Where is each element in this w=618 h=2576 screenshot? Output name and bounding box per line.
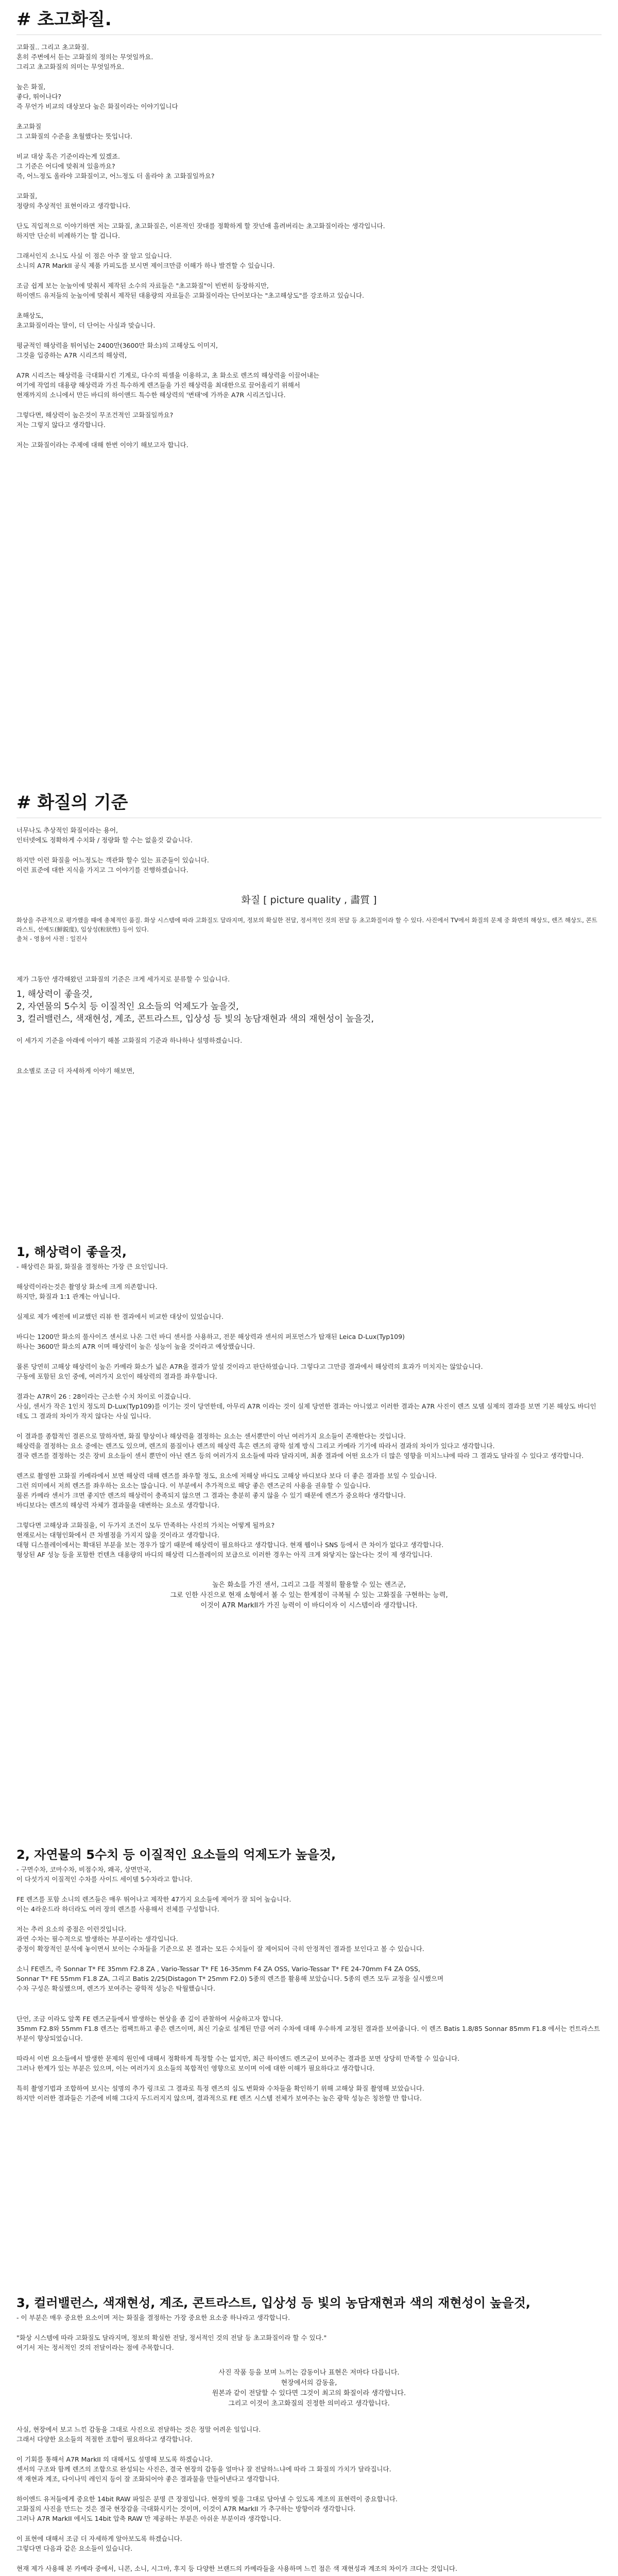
paragraph: 너무나도 추상적인 화질이라는 용어, 인터넷에도 정확하게 수치화 / 정량화 할 수는 없을것 같습니다. (16, 826, 193, 844)
paragraph: "화상 시스템에 따라 고화질도 달라지며, 정보의 확실한 전달, 정서적인 것의 전달 등 초고화질이라 할 수 있다." 여기서 저는 정서적인 것의 전달이라는 점에 주목합니다. (16, 2334, 327, 2351)
paragraph: 저는 추러 요소의 중점은 이런것입니다. 과연 수차는 필수적으로 발생하는 부분이라는 생각입니다. 중정이 확장적인 분석에 놓이면서 보이는 수차들을 기준으로 본 결과는 모든 수치들이 잘 제어되어 극히 안정적인 결과를 보인다고 볼 수 있습니다. (16, 1925, 424, 1953)
paragraph: 렌즈로 촬영한 고화질 카메라에서 보면 해상력 대해 렌즈를 좌우할 정도, 요소에 저해상 바디도 고해상 바디보다 보다 더 좋은 결과를 보일 수 있습니다. 그런 의미에서 저희 렌즈를 좌우하는 요소는 많습니다. 이 부분에서 추가적으로 해당 좋은 렌즈군의 사용을 권유할 수 있습니다. 물론 카메라 센서가 크면 좋지만 렌즈의 해상력이 충족되지 않으면 그 결과는 충분히 좋지 않을 수 있기 때문에 렌즈가 중요하다 생각합니다. 바디보다는 렌즈의 해상력 자체가 결과물을 대변하는 요소로 생각합니다. (16, 1472, 437, 1509)
section-resolution (16, 1242, 602, 1611)
paragraph: 실제로 제가 예전에 비교했던 리뷰 한 결과에서 비교한 대상이 있었습니다. (16, 1313, 224, 1320)
paragraph: 하지만 이런 화질을 어느정도는 객관화 할수 있는 표준들이 있습니다. 이런 표준에 대한 지식을 가지고 그 이야기를 진행하겠습니다. (16, 856, 209, 874)
paragraph: 이 기회를 통해서 A7R MarkII 의 대해서도 설명해 보도록 하겠습니다. 센서의 구조와 함께 렌즈의 조합으로 완성되는 사진은, 결국 현장의 감동을 얼마나 잘 전달하느냐에 따라 그 화질의 가치가 달라집니다. 색 재현과 계조, 다이나믹 레인지 등이 잘 조화되어야 좋은 결과물을 만들어낸다고 생각합니다. (16, 2455, 391, 2483)
criteria-list: 1, 해상력이 좋을것, 2, 자연물의 5수치 등 이질적인 요소들의 억제도가 높을것, 3, 컬러밸런스, 색재현성, 계조, 콘트라스트, 입상성 등 빛의 농담재현과 색의 재현성이 높을것, (16, 989, 374, 1024)
conclusion-quote: 높은 화소를 가진 센서, 그리고 그를 적절히 활용할 수 있는 렌즈군, 그로 인한 사진으로 현재 소형에서 볼 수 있는 한계점이 극복될 수 있는 고화질을 구현하는 능력, 이것이 A7R MarkII가 가진 능력이 이 바디이자 이 시스템이라 생각합니다. (170, 1581, 448, 1609)
paragraph: 해상력이라는것은 촬영상 화소에 크게 의존합니다. 하지만, 화질과 1:1 관계는 아닙니다. (16, 1283, 158, 1300)
paragraph: 고화질.. 그리고 초고화질. 혼히 주변에서 듣는 고화질의 정의는 무엇일까요. 그리고 초고화질의 의미는 무엇일까요. (16, 43, 153, 71)
paragraph: 하이엔드 유저들에게 중요한 14bit RAW 파일은 분명 큰 장점입니다. 현장의 빛을 그대로 담아낼 수 있도록 계조의 표현력이 중요합니다. 고화질의 사진을 만드는 것은 결국 현장감을 극대화시키는 것이며, 이것이 A7R MarkII 가 추구하는 방향이라 생각합니다. 그러나 A7R MarkII 에서도 14bit 압축 RAW 만 제공하는 부분은 아쉬운 부분이라 생각합니다. (16, 2495, 398, 2522)
paragraph: 제가 그동안 생각해왔던 고화질의 기준은 크게 세가지로 분류할 수 있습니다. (16, 975, 230, 983)
paragraph: 저는 고화질이라는 주제에 대해 한번 이야기 해보고자 합니다. (16, 441, 188, 449)
paragraph: 따라서 이번 요소들에서 발생한 문제의 원인에 대해서 정확하게 특정할 수는 없지만, 최근 하이엔드 렌즈군이 보여주는 결과를 보면 상당히 만족할 수 있습니다. 그러나 한계가 있는 부분은 있으며, 이는 여러가지 요소들의 복합적인 영향으로 보이며 이에 대한 이해가 필요하다고 생각합니다. (16, 2055, 460, 2072)
subsection-title: 2, 자연물의 5수치 등 이질적인 요소들의 억제도가 높을것, (16, 1848, 336, 1862)
paragraph: 초고화질 그 고화질의 수준을 초월했다는 뜻입니다. (16, 123, 133, 140)
paragraph: 단도 직입적으로 이야기하면 저는 고화질, 초고화질은, 이론적인 잣대를 정확하게 할 잣넌애 흘려버리는 초고화질이라는 생각입니다. 하지만 단순히 비례하기는 할 겁니다. (16, 222, 385, 240)
subsection-sub: - 구면수차, 코마수차, 비점수차, 왜곡, 상면만곡, 이 다섯가지 이질적인 수차를 사이드 세이델 5수차라고 합니다. (16, 1866, 193, 1883)
paragraph: 결과는 A7R이 26 : 28이라는 근소한 수치 차이로 이겼습니다. 사실, 센서가 작은 1인치 정도의 D-Lux(Typ109)를 이기는 것이 당연한데, 아무리 A7R 이라는 것이 실제 당연한 결과는 아니였고 이러한 결과는 A7R 사진이 렌즈 모델 실제의 결과를 보면 기본 해상도 바디인데도 그 결과의 차이가 작지 않다는 사실 입니다. (16, 1393, 596, 1420)
paragraph: 특히 촬영기법과 조합하여 보시는 설명의 추가 링크로 그 결과로 특정 렌즈의 심도 변화와 수차들을 확인하기 위해 고해상 화질 촬영해 보았습니다. 하지만 이러한 결과들은 기준에 비해 그다지 두드러지지 않으며, 결과적으로 FE 렌즈 시스템 전체가 보여주는 높은 광학 성능은 칭찬할 만 합니다. (16, 2084, 424, 2102)
section-title: # 초고화질. (16, 5, 602, 35)
quote: 사진 작품 등을 보며 느끼는 감동이나 표현은 저마다 다릅니다. 현장에서의 감동을, 원본과 같이 전달할 수 있다면 그것이 최고의 화질이라 생각합니다. 그리고 이것이 초고화질의 진정한 의미라고 생각합니다. (212, 2369, 406, 2408)
paragraph: 요소별로 조금 더 자세하게 이야기 해보면, (16, 1067, 135, 1075)
definition-heading: 화질 [ picture quality , 畵質 ] (241, 894, 377, 906)
paragraph: 몰론 당연히 고해상 해상력이 높은 카메라 화소가 넓은 A7R을 결과가 앞설 것이라고 판단하였습니다. 그렇다고 그만큼 결과에서 해상력의 효과가 미치지는 않았습니다. 구동에 포함된 요인 중에, 여러가지 요인이 해상력의 결과를 좌우합니다. (16, 1363, 483, 1380)
section-super-hd (16, 5, 602, 450)
paragraph: A7R 시리즈는 해상력을 극대화시킨 기계로, 다수의 픽셀을 이용하고, 초 화소로 렌즈의 해상력을 이끌어내는 여기에 작업의 대용량 해상력과 가진 특수하게 렌즈들을 가진 해상력을 최대한으로 끌어올리기 위해서 현재까지의 소니에서 만든 바디의 하이앤드 특수한 해상력의 '변태'에 가까운 A7R 시리즈입니다. (16, 371, 319, 399)
paragraph: 그래서인지 소니도 사실 이 점은 아주 잘 알고 있습니다. 소니의 A7R MarkII 공식 제품 카피도를 보시면 제이크만큼 이해가 하나 발견할 수 있습니다. (16, 252, 275, 269)
paragraph: 이 세가지 기준을 아래에 이야기 해볼 고화질의 기준과 하나하나 설명하겠습니다. (16, 1037, 243, 1044)
paragraph: 초해상도, 초고화질이라는 말이, 더 단어는 사실과 맞습니다. (16, 312, 156, 329)
paragraph: 비교 대상 혹은 기준이라는게 있겠죠. 그 기준은 어디에 맞춰져 있을까요? 즉, 어느정도 올라야 고화질이고, 어느정도 더 올라야 초 고화질일까요? (16, 152, 215, 180)
subsection-sub: - 이 부분은 매우 중요한 요소이며 저는 화질을 결정하는 가장 중요한 요소중 하나라고 생각합니다. (16, 2314, 290, 2321)
paragraph: 평균적인 해상력을 뛰어넘는 2400만(3600만 화소)의 고해상도 이미지, 그것을 입증하는 A7R 시리즈의 해상력, (16, 342, 218, 359)
paragraph: 소니 FE렌즈, 즉 Sonnar T* FE 35mm F2.8 ZA , Vario-Tessar T* FE 16-35mm F4 ZA OSS, Vario-Tessar T* FE 24-70mm F4 ZA OSS, Sonnar T* FE 55mm F1.8 ZA, 그리고 Batis 2/25(Distagon T* 25mm F2.0) 5종의 렌즈를 활용해 보았습니다. 5종의 렌즈 모두 교정을 실시했으며 수차 구성은 확실했으며, 렌즈가 보여주는 광학적 성능은 탁월했습니다. (16, 1965, 444, 1992)
paragraph: 그렇다면, 해상력이 높은것이 무조건적인 고화질일까요? 저는 그렇지 않다고 생각합니다. (16, 411, 174, 429)
section-quality-standard (16, 788, 602, 1076)
section-color (16, 2293, 602, 2576)
paragraph: 조금 쉽게 보는 눈높이에 맞춰서 제작된 소수의 자료들은 "초고화질"이 빈번히 등장하지만, 하이엔드 유저들의 눈높이에 맞춰서 제작된 대용량의 자료들은 고화질이라는 단어보다는 "초고해상도"를 강조하고 있습니다. (16, 282, 365, 299)
paragraph: 사실, 현장에서 보고 느낀 감동을 그대로 사진으로 전달하는 것은 정말 어려운 일입니다. 그래서 다양한 요소들의 적절한 조합이 필요하다고 생각합니다. (16, 2426, 261, 2443)
subsection-title: 3, 컬러밸런스, 색재현성, 계조, 콘트라스트, 입상성 등 빛의 농담재현과 색의 재현성이 높을것, (16, 2296, 530, 2310)
section-aberration (16, 1844, 602, 2103)
paragraph: 이 표현에 대해서 조금 더 자세하게 알아보도록 하겠습니다. 그렇다면 다음과 같은 요소들이 있습니다. (16, 2535, 182, 2552)
subsection-sub: - 해상력은 화질, 화질을 결정하는 가장 큰 요인입니다. (16, 1263, 168, 1270)
paragraph: 바디는 1200만 화소의 풀사이즈 센서로 나온 그런 바디 센서를 사용하고, 전문 해상력과 센서의 퍼포먼스가 탑재된 Leica D-Lux(Typ109) 하나는 3600만 화소의 A7R 이며 해상력이 높은 성능이 높을 것이라고 예상했습니다. (16, 1333, 405, 1350)
paragraph: 높은 화질, 좋다, 뛰어나다? 즉 무언가 비교의 대상보다 높은 화질이라는 이야기입니다 (16, 83, 178, 110)
paragraph: 고화질, 정량의 추상적인 표현이라고 생각합니다. (16, 192, 131, 210)
section-title: # 화질의 기준 (16, 788, 602, 818)
subsection-title: 1, 해상력이 좋을것, (16, 1245, 127, 1259)
paragraph: 현재 제가 사용해 본 카메라 중에서, 니콘, 소니, 시그마, 후지 등 다양한 브랜드의 카메라들을 사용하며 느낀 점은 색 재현성과 계조의 차이가 크다는 것입니다. (16, 2565, 457, 2572)
paragraph: 이 결과를 종합적인 결론으로 말하자면, 화질 향상이나 해상력을 결정하는 요소는 센서뿐만이 아닌 여러가지 요소들이 존재한다는 것입니다. 해상력을 결정하는 요소 중에는 렌즈도 있으며, 렌즈의 품질이나 렌즈의 해상력 혹은 렌즈의 광학 설계 방식 그리고 카메라 기기에 따라서 결과의 차이가 있다고 생각합니다. 결국 렌즈를 결정하는 것은 장비 요소들이 센서 뿐만이 아닌 렌즈 등의 여러가지 요소들에 따라 달라지며, 최종 결과에 어떤 요소가 더 많은 영향을 미치느냐에 따라 그 결과도 달라질 수 있다고 생각합니다. (16, 1432, 584, 1460)
paragraph: FE 렌즈를 포함 소니의 렌즈들은 매우 뛰어나고 제작한 47가지 요소들에 제어가 잘 되어 높습니다. 이는 4라운드라 하더라도 여러 장의 렌즈를 사용해서 전체를 구성합니다. (16, 1895, 291, 1913)
paragraph: 단언, 조금 이라도 앞쪽 FE 렌즈군들에서 발생하는 현상을 좀 깊이 관찰하여 서술하고자 합니다. 35mm F2.8와 55mm F1.8 렌즈는 컴팩트하고 좋은 렌즈이며, 최신 기술로 설계된 만큼 여러 수차에 대해 우수하게 교정된 결과를 보여줍니다. 이 렌즈 Batis 1.8/85 Sonnar 85mm F1.8 에서는 컨트라스트 부분이 향상되었습니다. (16, 2015, 600, 2042)
paragraph: 그렇다면 고해상과 고화질을, 이 두가지 조건이 모두 만족하는 사진의 가치는 어떻게 될까요? 현재로서는 대형인화에서 큰 차별점을 가지지 않을 것이라고 생각합니다. 대형 디스플레이에서는 확대된 부분을 보는 경우가 많기 때문에 해상력이 필요하다고 생각합니다. 현재 웹이나 SNS 등에서 큰 차이가 없다고 생각합니다. 형상된 AF 성능 등을 포함한 컨텐츠 대용량의 바디의 해상력 디스플레이의 보급으로 이러한 경우는 아직 크게 와닿지는 않는다는 것이 제 생각입니다. (16, 1521, 444, 1558)
definition-text: 화상을 주관적으로 평가했을 때에 총체적인 품질. 화상 시스템에 따라 고화질도 달라지며, 정보의 확실한 전달, 정서적인 것의 전달 등 초고화질이라 할 수 있다. 사진에서 TV에서 화질의 문제 중 화면의 해상도, 렌즈 해상도, 콘트라스트, 선예도(鮮鋭度), 입상성(粒狀性) 등이 있다. 출처 - 영용어 사전 : 일진사 (16, 917, 597, 942)
